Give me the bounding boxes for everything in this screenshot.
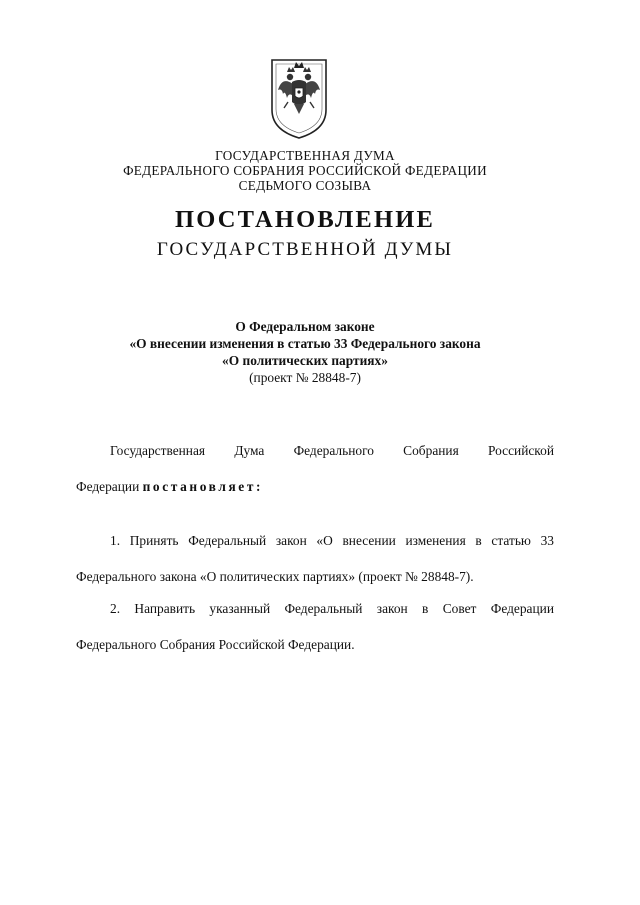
header-line-duma: ГОСУДАРСТВЕННАЯ ДУМА bbox=[215, 148, 395, 163]
decree-word: постановляет: bbox=[142, 479, 264, 494]
item-2-line-2: Федерального Собрания Российской Федерации. bbox=[76, 637, 355, 652]
item-2-line-1: 2. Направить указанный Федеральный закон в Совет Федерации bbox=[110, 601, 554, 616]
law-heading-line-1: О Федеральном законе bbox=[235, 319, 375, 334]
law-heading bbox=[0, 318, 610, 386]
law-heading-line-3: «О политических партиях» bbox=[222, 353, 388, 368]
item-1-line-1: 1. Принять Федеральный закон «О внесении изменения в статью 33 bbox=[110, 533, 554, 548]
document-subtitle: ГОСУДАРСТВЕННОЙ ДУМЫ bbox=[156, 239, 454, 260]
preamble-line-1: Государственная Дума Федерального Собрания Российской bbox=[110, 443, 554, 458]
law-project-number: (проект № 28848-7) bbox=[249, 370, 361, 385]
preamble-line-2 bbox=[76, 478, 554, 495]
header-block bbox=[0, 148, 610, 193]
law-heading-line-2: «О внесении изменения в статью 33 Федерального закона bbox=[129, 336, 481, 351]
item-1-line-2: Федерального закона «О политических партиях» (проект № 28848-7). bbox=[76, 569, 474, 584]
emblem-icon bbox=[270, 58, 328, 140]
preamble-federation: Федерации bbox=[76, 479, 140, 494]
header-line-convocation: СЕДЬМОГО СОЗЫВА bbox=[238, 178, 372, 193]
header-line-assembly: ФЕДЕРАЛЬНОГО СОБРАНИЯ РОССИЙСКОЙ ФЕДЕРАЦИИ bbox=[123, 163, 487, 178]
document-title: ПОСТАНОВЛЕНИЕ bbox=[174, 206, 436, 233]
